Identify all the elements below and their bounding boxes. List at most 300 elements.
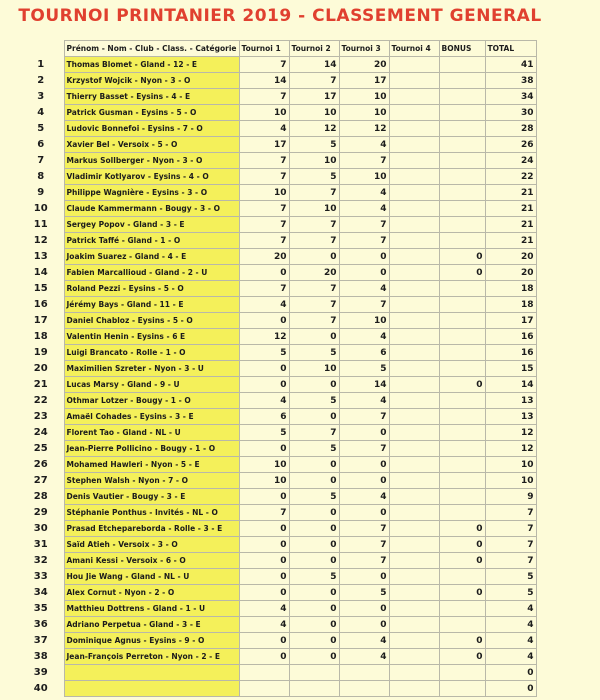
tournoi-2-cell: 0 (289, 457, 339, 473)
bonus-cell (439, 297, 485, 313)
bonus-cell (439, 105, 485, 121)
rank-header (18, 41, 64, 57)
tournoi-1-cell: 10 (239, 105, 289, 121)
total-cell: 4 (485, 649, 536, 665)
tournoi-2-cell: 20 (289, 265, 339, 281)
player-name-cell: Fabien Marcallioud - Gland - 2 - U (64, 265, 239, 281)
tournoi-4-cell (389, 473, 439, 489)
tournoi-1-cell: 4 (239, 601, 289, 617)
table-row (18, 649, 536, 665)
tournoi-2-cell (289, 681, 339, 697)
tournoi-1-cell: 7 (239, 281, 289, 297)
tournoi-3-cell: 7 (339, 297, 389, 313)
tournoi-1-cell: 12 (239, 329, 289, 345)
tournoi-1-cell: 7 (239, 57, 289, 73)
bonus-cell (439, 457, 485, 473)
player-name-cell: Thomas Blomet - Gland - 12 - E (64, 57, 239, 73)
bonus-cell (439, 441, 485, 457)
table-row (18, 617, 536, 633)
table-row (18, 633, 536, 649)
tournoi-3-cell: 4 (339, 281, 389, 297)
tournoi-1-cell: 6 (239, 409, 289, 425)
bonus-cell: 0 (439, 377, 485, 393)
tournoi-4-cell (389, 281, 439, 297)
bonus-cell (439, 313, 485, 329)
tournoi-2-cell: 5 (289, 393, 339, 409)
tournoi-2-cell: 7 (289, 425, 339, 441)
tournoi-4-cell (389, 441, 439, 457)
rank-cell: 10 (33, 202, 48, 214)
table-row (18, 553, 536, 569)
rank-cell: 8 (37, 170, 45, 182)
player-name-cell: Florent Tao - Gland - NL - U (64, 425, 239, 441)
player-name-cell: Dominique Agnus - Eysins - 9 - O (64, 633, 239, 649)
tournoi-3-cell: 0 (339, 569, 389, 585)
player-name-cell: Krzystof Wojcik - Nyon - 3 - O (64, 73, 239, 89)
table-row (18, 425, 536, 441)
player-name-cell: Amani Kessi - Versoix - 6 - O (64, 553, 239, 569)
total-cell: 21 (485, 233, 536, 249)
tournoi-4-cell (389, 73, 439, 89)
tournoi-1-cell: 0 (239, 569, 289, 585)
table-row (18, 665, 536, 681)
rank-cell: 6 (37, 138, 45, 150)
total-cell: 5 (485, 569, 536, 585)
rank-cell: 35 (33, 602, 48, 614)
tournoi-2-cell: 0 (289, 585, 339, 601)
bonus-cell (439, 393, 485, 409)
tournoi-2-cell: 7 (289, 233, 339, 249)
tournoi-3-cell: 7 (339, 153, 389, 169)
bonus-cell (439, 137, 485, 153)
tournoi-1-cell: 7 (239, 201, 289, 217)
tournoi-2-cell: 7 (289, 281, 339, 297)
total-cell: 21 (485, 185, 536, 201)
rank-cell: 15 (33, 282, 48, 294)
tournoi-1-cell (239, 665, 289, 681)
tournoi-2-cell: 5 (289, 569, 339, 585)
table-row (18, 265, 536, 281)
tournoi-2-cell: 0 (289, 601, 339, 617)
player-name-cell: Ludovic Bonnefoi - Eysins - 7 - O (64, 121, 239, 137)
bonus-cell (439, 281, 485, 297)
tournoi-2-cell: 12 (289, 121, 339, 137)
total-cell: 21 (485, 201, 536, 217)
tournoi-1-cell: 0 (239, 265, 289, 281)
bonus-cell: 0 (439, 553, 485, 569)
total-cell: 26 (485, 137, 536, 153)
player-name-cell: Jean-François Perreton - Nyon - 2 - E (64, 649, 239, 665)
player-name-cell: Vladimir Kotlyarov - Eysins - 4 - O (64, 169, 239, 185)
tournoi-3-cell: 0 (339, 601, 389, 617)
tournoi-4-cell (389, 425, 439, 441)
player-name-cell (64, 681, 239, 697)
tournoi-2-cell: 5 (289, 137, 339, 153)
tournoi-4-cell (389, 569, 439, 585)
tournoi-3-cell: 20 (339, 57, 389, 73)
rank-cell: 22 (33, 394, 48, 406)
rank-cell: 18 (33, 330, 48, 342)
tournoi-3-cell: 0 (339, 265, 389, 281)
total-cell: 10 (485, 457, 536, 473)
table-row (18, 393, 536, 409)
rank-cell: 13 (33, 250, 48, 262)
rank-cell: 17 (33, 314, 48, 326)
table-row (18, 105, 536, 121)
total-cell: 4 (485, 633, 536, 649)
tournoi-1-cell: 0 (239, 585, 289, 601)
table-row (18, 121, 536, 137)
rank-cell: 37 (33, 634, 48, 646)
bonus-cell (439, 57, 485, 73)
tournoi-4-cell (389, 121, 439, 137)
rank-cell: 9 (37, 186, 45, 198)
rank-cell: 32 (33, 554, 48, 566)
tournoi-1-cell: 10 (239, 473, 289, 489)
tournoi-4-cell (389, 617, 439, 633)
rank-cell: 39 (33, 666, 48, 678)
tournoi-4-cell (389, 585, 439, 601)
tournoi-3-cell: 10 (339, 89, 389, 105)
tournoi-4-cell (389, 185, 439, 201)
table-row (18, 73, 536, 89)
table-row (18, 281, 536, 297)
total-cell: 7 (485, 537, 536, 553)
tournoi-1-cell: 7 (239, 217, 289, 233)
total-cell: 0 (485, 681, 536, 697)
player-name-cell: Patrick Taffé - Gland - 1 - O (64, 233, 239, 249)
tournoi-4-cell (389, 537, 439, 553)
bonus-cell (439, 617, 485, 633)
player-name-cell: Hou Jie Wang - Gland - NL - U (64, 569, 239, 585)
tournoi-3-cell: 0 (339, 505, 389, 521)
tournoi-3-cell: 12 (339, 121, 389, 137)
tournoi-3-cell: 4 (339, 201, 389, 217)
tournoi-1-cell: 4 (239, 617, 289, 633)
tournoi-2-cell: 10 (289, 105, 339, 121)
table-row (18, 489, 536, 505)
tournoi-4-cell (389, 169, 439, 185)
header-name: Prénom - Nom - Club - Class. - Catégorie (64, 41, 239, 57)
rank-cell: 29 (33, 506, 48, 518)
table-row (18, 249, 536, 265)
total-cell: 20 (485, 265, 536, 281)
tournoi-2-cell: 7 (289, 185, 339, 201)
table-row (18, 329, 536, 345)
player-name-cell: Amaël Cohades - Eysins - 3 - E (64, 409, 239, 425)
tournoi-2-cell: 0 (289, 521, 339, 537)
rank-cell: 2 (37, 74, 45, 86)
tournoi-1-cell: 7 (239, 153, 289, 169)
player-name-cell: Jean-Pierre Pollicino - Bougy - 1 - O (64, 441, 239, 457)
bonus-cell (439, 361, 485, 377)
header-tournoi-3: Tournoi 3 (339, 41, 389, 57)
rank-cell: 19 (33, 346, 48, 358)
rank-cell: 16 (33, 298, 48, 310)
total-cell: 18 (485, 297, 536, 313)
bonus-cell (439, 201, 485, 217)
table-row (18, 473, 536, 489)
table-row (18, 569, 536, 585)
total-cell: 9 (485, 489, 536, 505)
tournoi-1-cell: 0 (239, 521, 289, 537)
tournoi-3-cell: 5 (339, 585, 389, 601)
table-row (18, 409, 536, 425)
tournoi-1-cell: 7 (239, 505, 289, 521)
table-row (18, 345, 536, 361)
total-cell: 21 (485, 217, 536, 233)
tournoi-3-cell: 7 (339, 409, 389, 425)
tournoi-4-cell (389, 329, 439, 345)
table-row (18, 457, 536, 473)
tournoi-1-cell: 20 (239, 249, 289, 265)
tournoi-3-cell: 10 (339, 313, 389, 329)
tournoi-4-cell (389, 105, 439, 121)
player-name-cell: Patrick Gusman - Eysins - 5 - O (64, 105, 239, 121)
tournoi-4-cell (389, 409, 439, 425)
player-name-cell: Thierry Basset - Eysins - 4 - E (64, 89, 239, 105)
player-name-cell: Luigi Brancato - Rolle - 1 - O (64, 345, 239, 361)
tournoi-3-cell (339, 681, 389, 697)
player-name-cell: Joakim Suarez - Gland - 4 - E (64, 249, 239, 265)
header-tournoi-2: Tournoi 2 (289, 41, 339, 57)
tournoi-4-cell (389, 137, 439, 153)
rank-cell: 23 (33, 410, 48, 422)
rank-cell: 30 (33, 522, 48, 534)
player-name-cell: Othmar Lotzer - Bougy - 1 - O (64, 393, 239, 409)
rank-cell: 20 (33, 362, 48, 374)
tournoi-4-cell (389, 601, 439, 617)
table-row (18, 297, 536, 313)
tournoi-3-cell: 4 (339, 393, 389, 409)
tournoi-4-cell (389, 153, 439, 169)
player-name-cell: Alex Cornut - Nyon - 2 - O (64, 585, 239, 601)
tournoi-4-cell (389, 457, 439, 473)
tournoi-2-cell: 0 (289, 377, 339, 393)
player-name-cell: Stephen Walsh - Nyon - 7 - O (64, 473, 239, 489)
total-cell: 34 (485, 89, 536, 105)
bonus-cell (439, 473, 485, 489)
tournoi-4-cell (389, 489, 439, 505)
page-title: TOURNOI PRINTANIER 2019 - CLASSEMENT GENERAL (18, 6, 542, 26)
tournoi-3-cell: 7 (339, 553, 389, 569)
tournoi-4-cell (389, 633, 439, 649)
header-row (18, 41, 536, 57)
player-name-cell: Lucas Marsy - Gland - 9 - U (64, 377, 239, 393)
tournoi-1-cell: 17 (239, 137, 289, 153)
player-name-cell: Jérémy Bays - Gland - 11 - E (64, 297, 239, 313)
tournoi-4-cell (389, 313, 439, 329)
tournoi-1-cell (239, 681, 289, 697)
tournoi-2-cell: 10 (289, 201, 339, 217)
total-cell: 22 (485, 169, 536, 185)
bonus-cell: 0 (439, 249, 485, 265)
player-name-cell: Xavier Bel - Versoix - 5 - O (64, 137, 239, 153)
tournoi-2-cell: 7 (289, 297, 339, 313)
tournoi-2-cell: 0 (289, 633, 339, 649)
bonus-cell (439, 409, 485, 425)
tournoi-2-cell: 0 (289, 473, 339, 489)
total-cell: 7 (485, 505, 536, 521)
total-cell: 14 (485, 377, 536, 393)
bonus-cell (439, 665, 485, 681)
total-cell: 12 (485, 441, 536, 457)
tournoi-2-cell: 5 (289, 169, 339, 185)
player-name-cell: Maximilien Szreter - Nyon - 3 - U (64, 361, 239, 377)
ranking-table (18, 40, 537, 697)
tournoi-2-cell: 10 (289, 361, 339, 377)
bonus-cell (439, 425, 485, 441)
tournoi-2-cell: 14 (289, 57, 339, 73)
bonus-cell (439, 217, 485, 233)
total-cell: 20 (485, 249, 536, 265)
tournoi-2-cell: 0 (289, 617, 339, 633)
tournoi-1-cell: 0 (239, 313, 289, 329)
tournoi-4-cell (389, 505, 439, 521)
tournoi-3-cell: 0 (339, 457, 389, 473)
player-name-cell: Mohamed Hawleri - Nyon - 5 - E (64, 457, 239, 473)
tournoi-2-cell: 0 (289, 409, 339, 425)
total-cell: 13 (485, 393, 536, 409)
tournoi-4-cell (389, 249, 439, 265)
tournoi-2-cell: 0 (289, 505, 339, 521)
rank-cell: 3 (37, 90, 45, 102)
tournoi-4-cell (389, 233, 439, 249)
total-cell: 4 (485, 601, 536, 617)
bonus-cell: 0 (439, 649, 485, 665)
tournoi-1-cell: 7 (239, 233, 289, 249)
tournoi-3-cell: 10 (339, 105, 389, 121)
player-name-cell: Daniel Chabloz - Eysins - 5 - O (64, 313, 239, 329)
tournoi-3-cell: 4 (339, 329, 389, 345)
tournoi-2-cell: 0 (289, 649, 339, 665)
tournoi-1-cell: 0 (239, 633, 289, 649)
bonus-cell (439, 89, 485, 105)
tournoi-3-cell: 4 (339, 649, 389, 665)
tournoi-1-cell: 0 (239, 649, 289, 665)
tournoi-1-cell: 0 (239, 553, 289, 569)
rank-cell: 7 (37, 154, 45, 166)
tournoi-2-cell: 5 (289, 441, 339, 457)
player-name-cell: Sergey Popov - Gland - 3 - E (64, 217, 239, 233)
tournoi-3-cell: 7 (339, 233, 389, 249)
player-name-cell: Markus Sollberger - Nyon - 3 - O (64, 153, 239, 169)
tournoi-4-cell (389, 361, 439, 377)
tournoi-4-cell (389, 297, 439, 313)
bonus-cell (439, 345, 485, 361)
rank-cell: 27 (33, 474, 48, 486)
tournoi-3-cell: 0 (339, 473, 389, 489)
player-name-cell: Claude Kammermann - Bougy - 3 - O (64, 201, 239, 217)
rank-cell: 12 (33, 234, 48, 246)
tournoi-1-cell: 5 (239, 345, 289, 361)
tournoi-3-cell: 0 (339, 425, 389, 441)
rank-cell: 38 (33, 650, 48, 662)
player-name-cell: Adriano Perpetua - Gland - 3 - E (64, 617, 239, 633)
tournoi-2-cell: 0 (289, 553, 339, 569)
tournoi-2-cell: 7 (289, 73, 339, 89)
bonus-cell (439, 185, 485, 201)
player-name-cell (64, 665, 239, 681)
tournoi-1-cell: 10 (239, 185, 289, 201)
tournoi-3-cell: 6 (339, 345, 389, 361)
total-cell: 0 (485, 665, 536, 681)
bonus-cell: 0 (439, 521, 485, 537)
player-name-cell: Valentin Henin - Eysins - 6 E (64, 329, 239, 345)
tournoi-4-cell (389, 665, 439, 681)
total-cell: 5 (485, 585, 536, 601)
tournoi-2-cell: 5 (289, 345, 339, 361)
total-cell: 24 (485, 153, 536, 169)
tournoi-1-cell: 14 (239, 73, 289, 89)
rank-cell: 4 (37, 106, 45, 118)
tournoi-3-cell: 7 (339, 217, 389, 233)
tournoi-1-cell: 4 (239, 297, 289, 313)
tournoi-3-cell: 4 (339, 137, 389, 153)
tournoi-3-cell: 17 (339, 73, 389, 89)
bonus-cell: 0 (439, 585, 485, 601)
tournoi-3-cell: 0 (339, 249, 389, 265)
bonus-cell (439, 329, 485, 345)
tournoi-3-cell: 7 (339, 521, 389, 537)
table-row (18, 137, 536, 153)
tournoi-1-cell: 5 (239, 425, 289, 441)
tournoi-4-cell (389, 217, 439, 233)
tournoi-3-cell: 4 (339, 633, 389, 649)
tournoi-3-cell: 10 (339, 169, 389, 185)
tournoi-2-cell: 5 (289, 489, 339, 505)
table-row (18, 313, 536, 329)
table-row (18, 201, 536, 217)
tournoi-1-cell: 0 (239, 537, 289, 553)
rank-cell: 31 (33, 538, 48, 550)
rank-cell: 25 (33, 442, 48, 454)
tournoi-4-cell (389, 393, 439, 409)
tournoi-3-cell: 14 (339, 377, 389, 393)
tournoi-1-cell: 0 (239, 441, 289, 457)
bonus-cell (439, 489, 485, 505)
bonus-cell (439, 505, 485, 521)
total-cell: 15 (485, 361, 536, 377)
bonus-cell (439, 169, 485, 185)
bonus-cell (439, 73, 485, 89)
tournoi-4-cell (389, 201, 439, 217)
table-row (18, 361, 536, 377)
tournoi-4-cell (389, 681, 439, 697)
player-name-cell: Matthieu Dottrens - Gland - 1 - U (64, 601, 239, 617)
tournoi-4-cell (389, 89, 439, 105)
rank-cell: 36 (33, 618, 48, 630)
tournoi-2-cell: 0 (289, 537, 339, 553)
player-name-cell: Roland Pezzi - Eysins - 5 - O (64, 281, 239, 297)
tournoi-4-cell (389, 649, 439, 665)
player-name-cell: Prasad Etchepareborda - Rolle - 3 - E (64, 521, 239, 537)
total-cell: 41 (485, 57, 536, 73)
tournoi-4-cell (389, 553, 439, 569)
tournoi-3-cell: 4 (339, 185, 389, 201)
tournoi-1-cell: 0 (239, 377, 289, 393)
total-cell: 18 (485, 281, 536, 297)
tournoi-2-cell: 7 (289, 217, 339, 233)
tournoi-4-cell (389, 345, 439, 361)
rank-cell: 11 (33, 218, 48, 230)
table-row (18, 153, 536, 169)
table-row (18, 681, 536, 697)
total-cell: 13 (485, 409, 536, 425)
table-row (18, 233, 536, 249)
total-cell: 10 (485, 473, 536, 489)
table-row (18, 89, 536, 105)
